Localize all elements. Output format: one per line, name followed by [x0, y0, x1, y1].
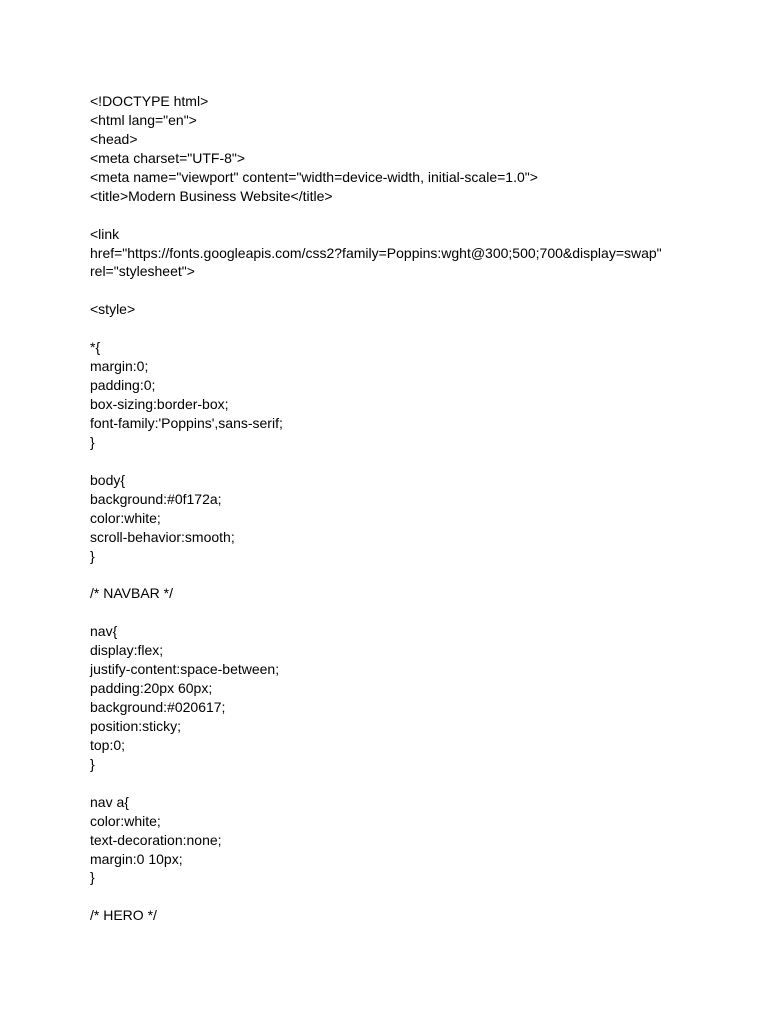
document-line: <html lang="en"> — [90, 111, 197, 128]
document-line: margin:0 10px; — [90, 850, 183, 867]
document-line — [90, 565, 730, 584]
document-line: <head> — [90, 130, 138, 147]
document-line: scroll-behavior:smooth; — [90, 528, 235, 545]
document-line — [90, 452, 730, 471]
document-line — [90, 603, 730, 622]
document-line: } — [90, 433, 95, 450]
document-line: padding:20px 60px; — [90, 680, 213, 697]
document-line: font-family:'Poppins',sans-serif; — [90, 414, 283, 431]
document-line: background:#0f172a; — [90, 490, 222, 507]
document-line — [90, 206, 730, 225]
document-line: padding:0; — [90, 377, 156, 394]
document-line: <style> — [90, 301, 136, 318]
document-line: nav a{ — [90, 793, 129, 810]
document-line — [90, 774, 730, 793]
document-line: /* HERO */ — [90, 907, 157, 924]
document-line: } — [90, 755, 95, 772]
document-line: } — [90, 547, 95, 564]
document-line: margin:0; — [90, 358, 149, 375]
document-line: <link — [90, 225, 120, 242]
document-line: <title>Modern Business Website</title> — [90, 187, 333, 204]
document-line: body{ — [90, 471, 126, 488]
document-line: } — [90, 869, 95, 886]
document-line: href="https://fonts.googleapis.com/css2?family=Poppins:wght@300;500;700&display=swap" — [90, 244, 662, 261]
document-line: <meta charset="UTF-8"> — [90, 149, 246, 166]
document-line: justify-content:space-between; — [90, 661, 280, 678]
document-line: position:sticky; — [90, 717, 182, 734]
document-line: text-decoration:none; — [90, 831, 222, 848]
document-line: box-sizing:border-box; — [90, 396, 229, 412]
document-line: /* NAVBAR */ — [90, 585, 173, 602]
document-line: color:white; — [90, 509, 161, 526]
document-line — [90, 281, 730, 300]
document-line: nav{ — [90, 623, 118, 640]
document-line: background:#020617; — [90, 699, 226, 715]
document-line: *{ — [90, 339, 101, 356]
document-line: <meta name="viewport" content="width=device-width, initial-scale=1.0"> — [90, 168, 538, 185]
document-line: display:flex; — [90, 642, 164, 659]
document-line: color:white; — [90, 812, 161, 829]
document-body — [90, 92, 730, 925]
document-line: top:0; — [90, 736, 126, 753]
document-line: rel="stylesheet"> — [90, 263, 195, 280]
document-line — [90, 887, 730, 906]
document-line: <!DOCTYPE html> — [90, 93, 209, 109]
document-line — [90, 319, 730, 338]
